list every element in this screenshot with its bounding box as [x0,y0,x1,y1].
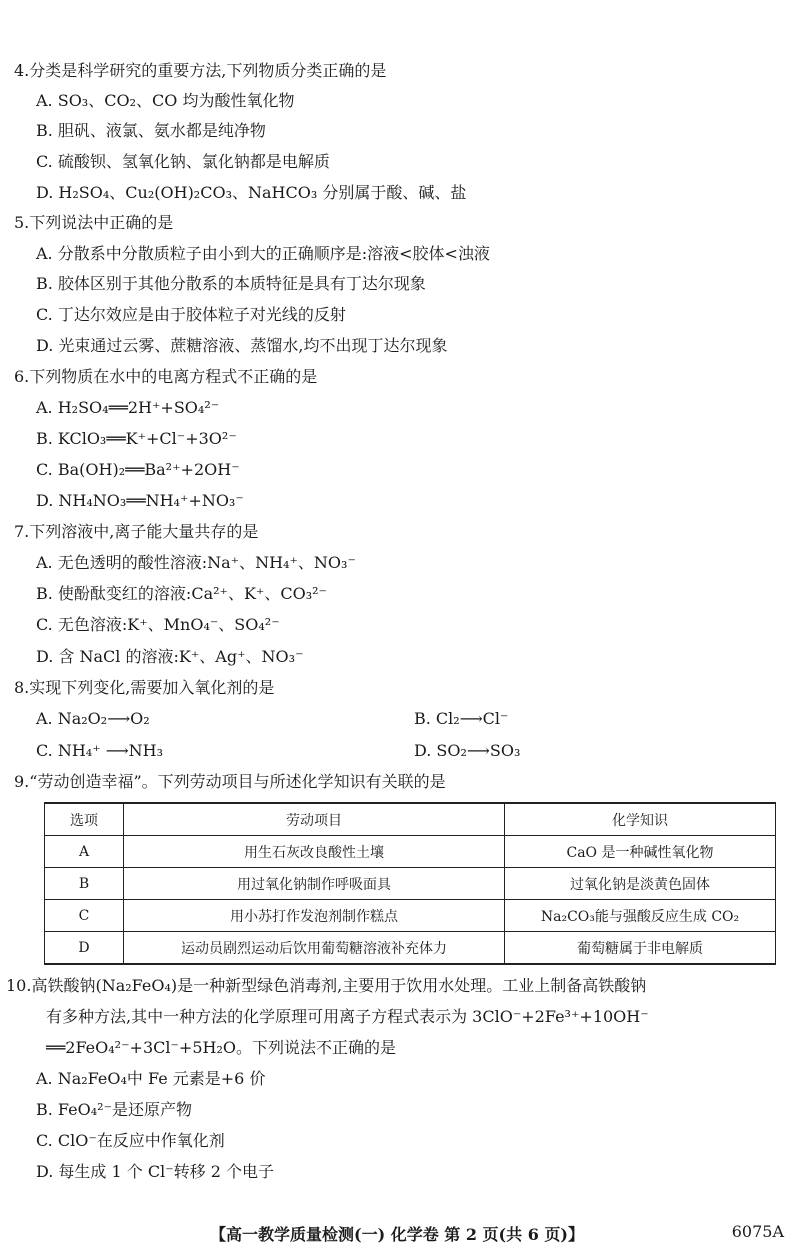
table-row [45,868,776,900]
q9-stem: 9.“劳动创造幸福”。下列劳动项目与所述化学知识有关联的是 [14,772,446,791]
table-header-row [45,803,776,836]
q6-option-c: C. Ba(OH)₂══Ba²⁺+2OH⁻ [36,460,240,479]
q10-stem-line-2: 有多种方法,其中一种方法的化学原理可用离子方程式表示为 3ClO⁻+2Fe³⁺+10OH⁻ [46,1007,649,1026]
table-cell-option: B [45,868,124,900]
q5-option-b: B. 胶体区别于其他分散系的本质特征是具有丁达尔现象 [36,274,426,293]
table-header-option: 选项 [45,803,124,836]
table-header-labor-item: 劳动项目 [124,803,505,836]
q5-option-a: A. 分散系中分散质粒子由小到大的正确顺序是:溶液<胶体<浊液 [36,244,490,263]
q10-option-b: B. FeO₄²⁻是还原产物 [36,1100,193,1119]
q6-stem: 6.下列物质在水中的电离方程式不正确的是 [14,367,318,386]
q6-option-d: D. NH₄NO₃══NH₄⁺+NO₃⁻ [36,491,244,510]
q9-table [44,802,776,965]
q10-option-c: C. ClO⁻在反应中作氧化剂 [36,1131,225,1150]
table-cell-option: C [45,900,124,932]
q4-option-a: A. SO₃、CO₂、CO 均为酸性氧化物 [36,91,295,110]
q7-option-b: B. 使酚酞变红的溶液:Ca²⁺、K⁺、CO₃²⁻ [36,584,327,603]
table-cell-option: A [45,836,124,868]
q5-stem: 5.下列说法中正确的是 [14,213,174,232]
table-cell-chem-knowledge: Na₂CO₃能与强酸反应生成 CO₂ [505,900,776,932]
q4-option-c: C. 硫酸钡、氢氧化钠、氯化钠都是电解质 [36,152,330,171]
q10-option-a: A. Na₂FeO₄中 Fe 元素是+6 价 [36,1069,266,1088]
table-row [45,900,776,932]
footer-title: 【高一教学质量检测(一) 化学卷 第 2 页(共 6 页)】 [210,1225,584,1244]
table-cell-labor-item: 用小苏打作发泡剂制作糕点 [124,900,505,932]
q7-option-c: C. 无色溶液:K⁺、MnO₄⁻、SO₄²⁻ [36,615,280,634]
q4-option-d: D. H₂SO₄、Cu₂(OH)₂CO₃、NaHCO₃ 分别属于酸、碱、盐 [36,183,467,202]
q8-option-d: D. SO₂⟶SO₃ [414,741,521,760]
q10-stem-line-1: 10.高铁酸钠(Na₂FeO₄)是一种新型绿色消毒剂,主要用于饮用水处理。工业上制备高铁酸钠 [6,976,647,995]
q7-option-a: A. 无色透明的酸性溶液:Na⁺、NH₄⁺、NO₃⁻ [36,553,356,572]
q6-option-b: B. KClO₃══K⁺+Cl⁻+3O²⁻ [36,429,237,448]
q7-option-d: D. 含 NaCl 的溶液:K⁺、Ag⁺、NO₃⁻ [36,647,304,666]
table-cell-chem-knowledge: 葡萄糖属于非电解质 [505,932,776,965]
q8-option-a: A. Na₂O₂⟶O₂ [36,709,150,728]
table-cell-option: D [45,932,124,965]
table-header-chem-knowledge: 化学知识 [505,803,776,836]
q4-stem: 4.分类是科学研究的重要方法,下列物质分类正确的是 [14,61,387,80]
footer-code: 6075A [731,1222,784,1241]
table-cell-labor-item: 用生石灰改良酸性土壤 [124,836,505,868]
q8-option-b: B. Cl₂⟶Cl⁻ [414,709,509,728]
q5-option-d: D. 光束通过云雾、蔗糖溶液、蒸馏水,均不出现丁达尔现象 [36,336,448,355]
q8-stem: 8.实现下列变化,需要加入氧化剂的是 [14,678,275,697]
q5-option-c: C. 丁达尔效应是由于胶体粒子对光线的反射 [36,305,346,324]
table-cell-labor-item: 运动员剧烈运动后饮用葡萄糖溶液补充体力 [124,932,505,965]
q8-option-c: C. NH₄⁺ ⟶NH₃ [36,741,164,760]
q10-stem-line-3: ══2FeO₄²⁻+3Cl⁻+5H₂O。下列说法不正确的是 [46,1038,396,1057]
q10-option-d: D. 每生成 1 个 Cl⁻转移 2 个电子 [36,1162,275,1181]
table-cell-labor-item: 用过氧化钠制作呼吸面具 [124,868,505,900]
table-row [45,932,776,965]
table-cell-chem-knowledge: 过氧化钠是淡黄色固体 [505,868,776,900]
q7-stem: 7.下列溶液中,离子能大量共存的是 [14,522,259,541]
q6-option-a: A. H₂SO₄══2H⁺+SO₄²⁻ [36,398,220,417]
q4-option-b: B. 胆矾、液氯、氨水都是纯净物 [36,121,266,140]
table-row [45,836,776,868]
table-cell-chem-knowledge: CaO 是一种碱性氧化物 [505,836,776,868]
page-footer [0,1222,800,1246]
